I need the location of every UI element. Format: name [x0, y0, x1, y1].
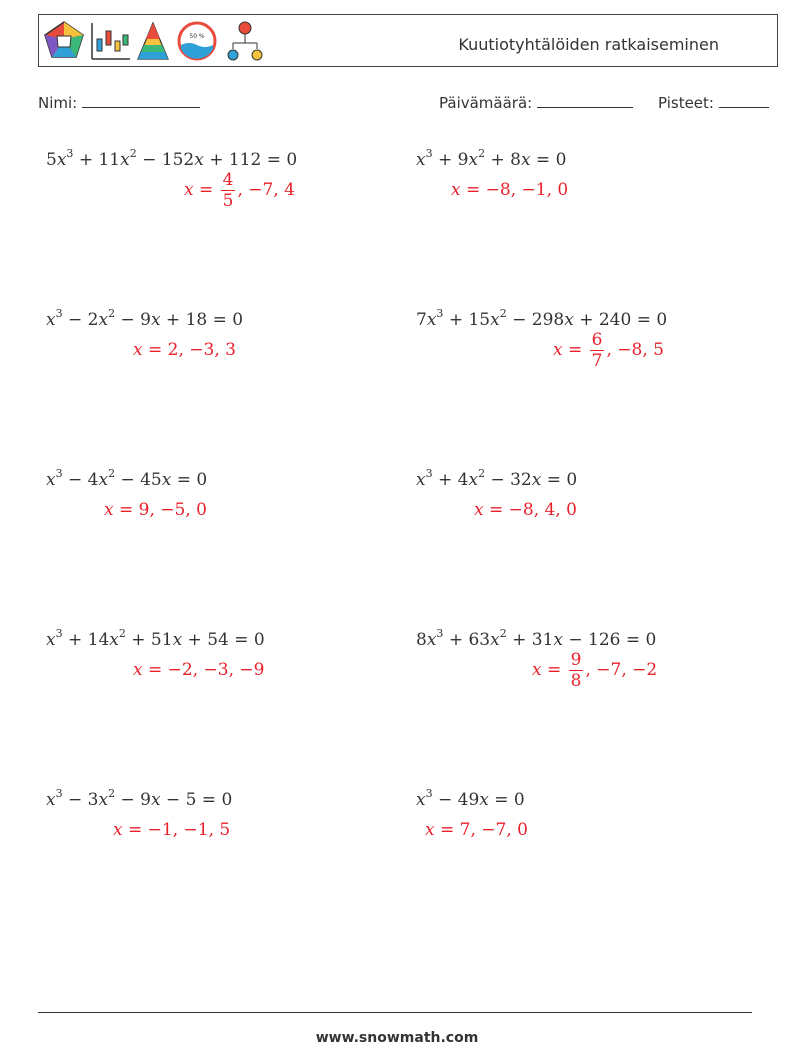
- date-label: Päivämäärä:: [439, 94, 533, 112]
- problem-answer: x = −8, −1, 0: [451, 180, 569, 200]
- footer-website: www.snowmath.com: [315, 1030, 479, 1046]
- name-line[interactable]: [82, 93, 200, 108]
- score-label: Pisteet:: [658, 94, 714, 112]
- name-field: [38, 93, 200, 112]
- date-line[interactable]: [537, 93, 633, 108]
- problem-answer: x = $\frac{6}{7}$ , −8, 5: [553, 330, 664, 371]
- problem-answer: x = $\frac{4}{5}$ , −7, 4: [184, 170, 295, 211]
- problem-equation: $5x^3 + 11x^2 - 152x + 112 = 0$: [46, 147, 298, 170]
- footer-divider: [38, 1012, 752, 1013]
- problem-answer: x = −2, −3, −9: [133, 660, 265, 680]
- problem-answer: x = −8, 4, 0: [474, 500, 577, 520]
- tree-diagram-icon: [228, 22, 262, 60]
- answer-fraction: $\frac{9}{8}$: [570, 650, 582, 691]
- score-line[interactable]: [719, 93, 769, 108]
- score-field: [658, 93, 769, 112]
- pentagon-icon: [45, 22, 83, 57]
- name-label: Nimi:: [38, 94, 78, 112]
- problem-equation: $x^3 - 2x^2 - 9x + 18 = 0$: [46, 307, 244, 330]
- date-field: [439, 93, 633, 112]
- percent-gauge-icon: [179, 23, 215, 59]
- problem-equation: $x^3 + 4x^2 - 32x = 0$: [416, 467, 578, 490]
- problem-equation: $8x^3 + 63x^2 + 31x - 126 = 0$: [416, 627, 657, 650]
- problem-answer: x = $\frac{9}{8}$ , −7, −2: [532, 650, 658, 691]
- candlestick-chart-icon: [92, 23, 130, 59]
- problem-equation: $7x^3 + 15x^2 - 298x + 240 = 0$: [416, 307, 668, 330]
- worksheet-title: Kuutiotyhtälöiden ratkaiseminen: [458, 35, 719, 54]
- answer-fraction: $\frac{6}{7}$: [591, 330, 603, 371]
- problem-answer: x = 2, −3, 3: [133, 340, 236, 360]
- problem-answer: x = 9, −5, 0: [104, 500, 207, 520]
- problem-answer: x = 7, −7, 0: [425, 820, 528, 840]
- gauge-label: 50 %: [189, 33, 205, 40]
- pyramid-icon: [138, 23, 168, 59]
- logo-strip: [42, 19, 272, 64]
- problem-equation: $x^3 + 14x^2 + 51x + 54 = 0$: [46, 627, 265, 650]
- header-box: [38, 14, 778, 67]
- problem-equation: $x^3 - 49x = 0$: [416, 787, 525, 810]
- problem-answer: x = −1, −1, 5: [113, 820, 231, 840]
- problem-equation: $x^3 - 3x^2 - 9x - 5 = 0$: [46, 787, 233, 810]
- problem-equation: $x^3 - 4x^2 - 45x = 0$: [46, 467, 208, 490]
- problem-equation: $x^3 + 9x^2 + 8x = 0$: [416, 147, 567, 170]
- answer-fraction: $\frac{4}{5}$: [222, 170, 234, 211]
